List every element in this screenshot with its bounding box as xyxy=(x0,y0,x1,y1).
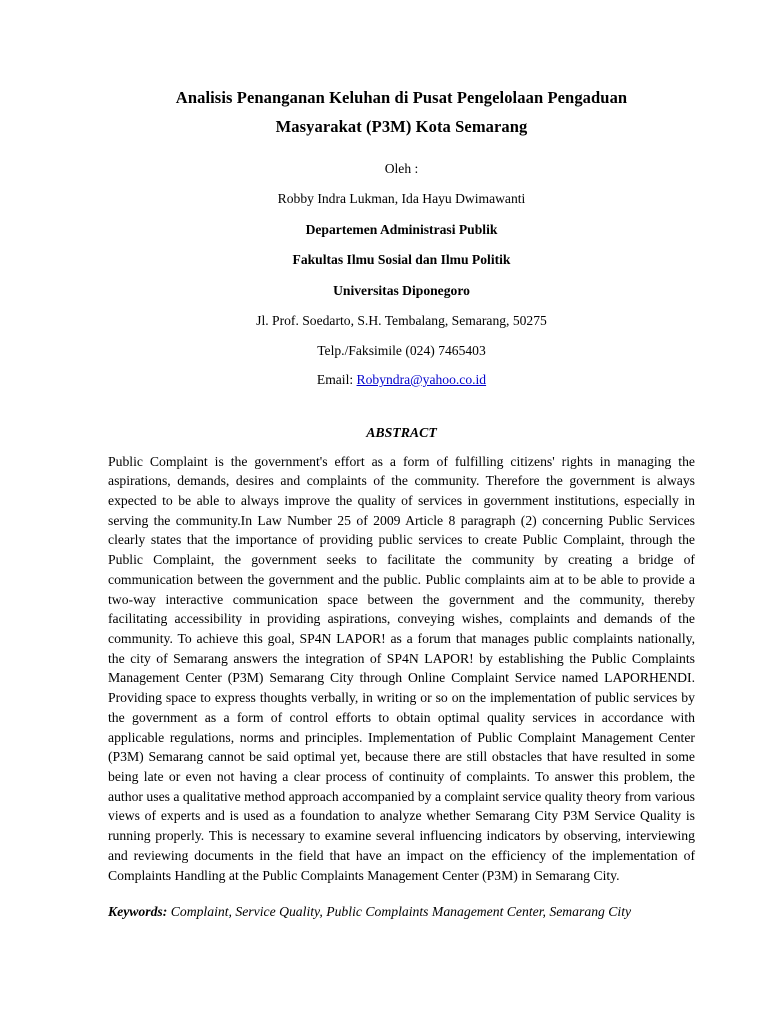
oleh-label: Oleh : xyxy=(384,160,419,176)
abstract-body: Public Complaint is the government's effort as a form of fulfilling citizens' rights in managing the aspirations, demands, desires and complaints of the community. Therefore the government is always expected to be able to always improve the quality of services in government institutions, especially in serving the community.In Law Number 25 of 2009 Article 8 paragraph (2) concerning Public Services clearly states that the importance of providing public services to create Public Complaint, through the Public Complaint, the government seeks to facilitate the community by creating a bridge of communication between the government and the public. Public complaints aim at to be able to provide a two-way interactive communication space between the government and the community, thereby facilitating accessibility in providing aspirations, conveying wishes, complaints and demands of the community. To achieve this goal, SP4N LAPOR! as a forum that manages public complaints nationally, the city of Semarang answers the integration of SP4N LAPOR! by establishing the Public Complaints Management Center (P3M) Semarang City through Online Complaint Service named LAPORHENDI. Providing space to express thoughts verbally, in writing or so on the implementation of public services by the government as a form of control efforts to obtain optimal quality services in accordance with applicable regulations, norms and principles. Implementation of Public Complaint Management Center (P3M) Semarang cannot be said optimal yet, because there are still obstacles that have resulted in some being late or even not having a clear process of continuity of complaints. To answer this problem, the author uses a qualitative method approach accompanied by a complaint service quality theory from various views of experts and is used as a foundation to analyze whether Semarang City P3M Service Quality is running properly. This is necessary to examine several influencing indicators by observing, interviewing and reviewing documents in the field that have an impact on the efficiency of the implementation of Complaints Handling at the Public Complaints Management Center (P3M) in Semarang City. xyxy=(108,453,695,883)
page-title xyxy=(108,84,695,142)
byline-block xyxy=(108,158,695,391)
title-line-1: Analisis Penanganan Keluhan di Pusat Pengelolaan Pengaduan xyxy=(175,88,628,107)
keywords-label: Keywords: xyxy=(108,904,168,920)
title-line-2: Masyarakat (P3M) Kota Semarang xyxy=(275,116,528,136)
email-line xyxy=(108,369,695,390)
department-line: Departemen Administrasi Publik xyxy=(305,221,498,237)
address-line: Jl. Prof. Soedarto, S.H. Tembalang, Semarang, 50275 xyxy=(256,313,547,329)
email-link[interactable]: Robyndra@yahoo.co.id xyxy=(356,372,487,388)
keywords-text: Complaint, Service Quality, Public Complaints Management Center, Semarang City xyxy=(167,904,632,920)
authors-line: Robby Indra Lukman, Ida Hayu Dwimawanti xyxy=(277,191,526,207)
email-label: Email: xyxy=(316,372,357,388)
abstract-heading: ABSTRACT xyxy=(366,424,437,440)
keywords-line xyxy=(108,902,695,922)
university-line: Universitas Diponegoro xyxy=(333,282,470,298)
faculty-line: Fakultas Ilmu Sosial dan Ilmu Politik xyxy=(292,252,511,268)
phone-line: Telp./Faksimile (024) 7465403 xyxy=(317,342,486,358)
